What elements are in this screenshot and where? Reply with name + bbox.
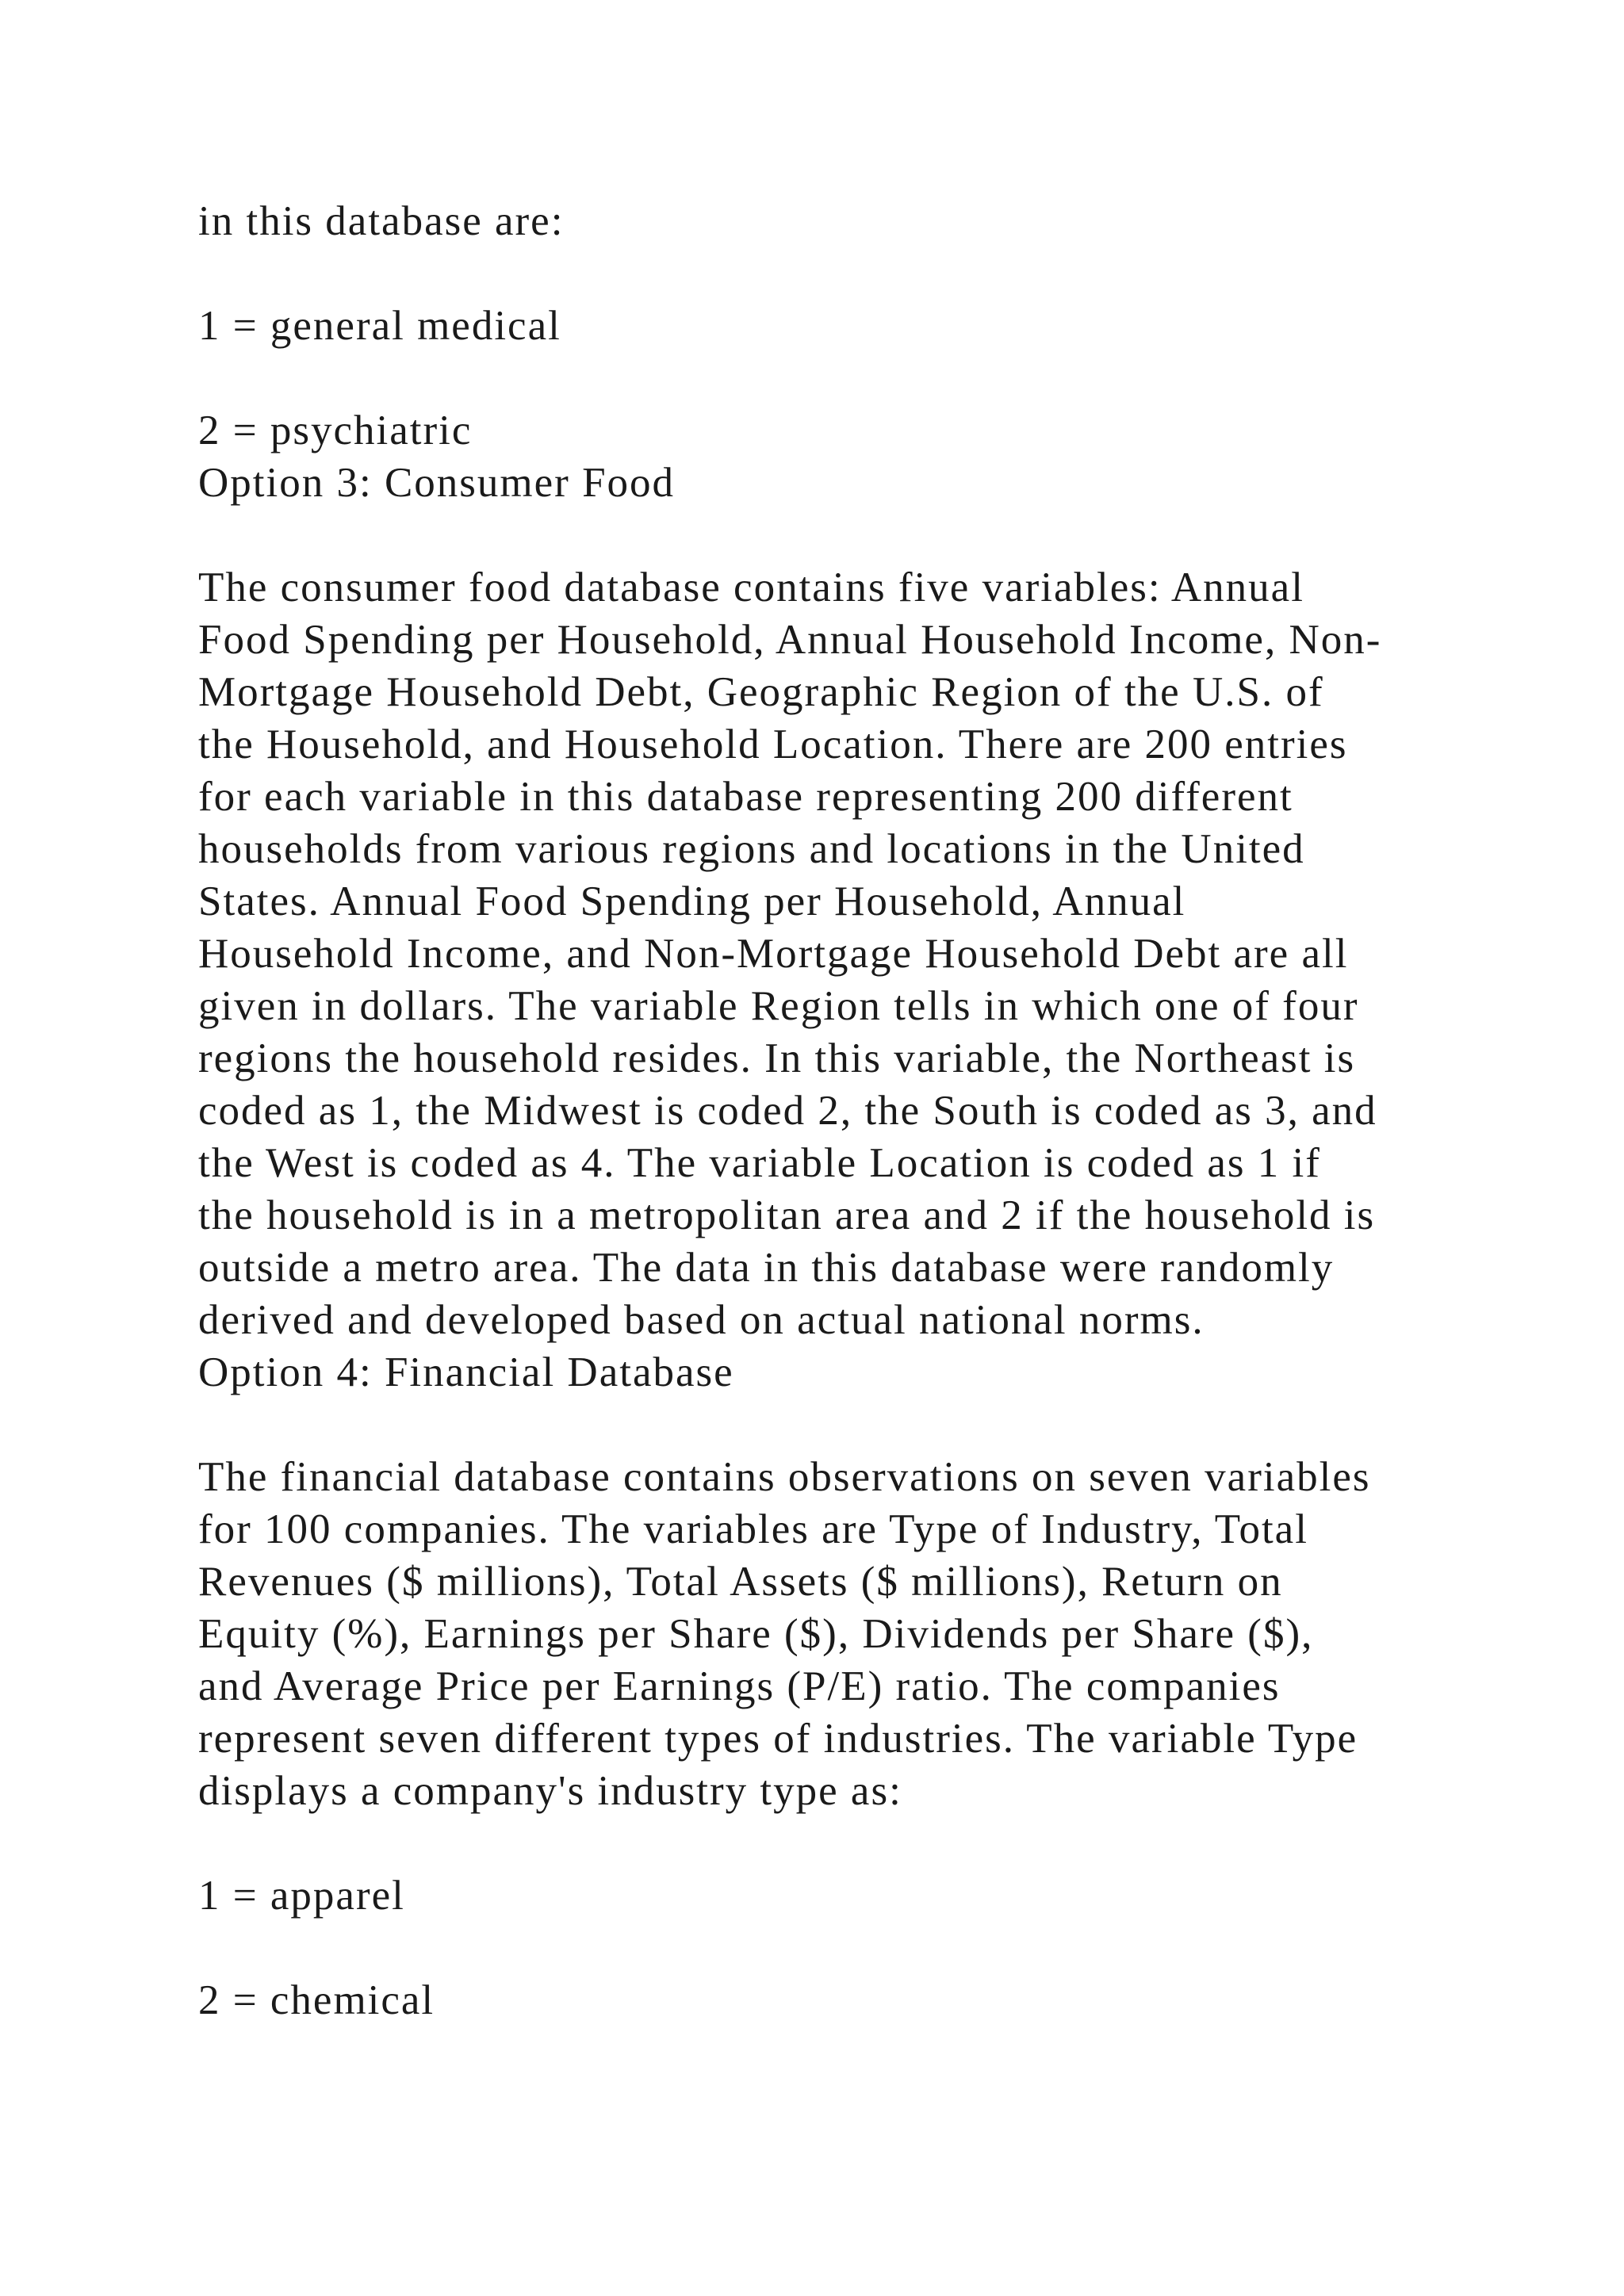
paragraph-line: Food Spending per Household, Annual Household Income, Non-: [198, 617, 1382, 663]
document-page: [198, 195, 1499, 2026]
option4-paragraph: [198, 1451, 1499, 1817]
industry-code-1: 1 = apparel: [198, 1873, 405, 1919]
paragraph-line: derived and developed based on actual national norms.: [198, 1297, 1205, 1343]
paragraph-line: regions the household resides. In this variable, the Northeast is: [198, 1035, 1356, 1081]
blank-line: [198, 1922, 1499, 1974]
option3-heading: Option 3: Consumer Food: [198, 460, 676, 506]
paragraph-line: Household Income, and Non-Mortgage Household Debt are all: [198, 931, 1349, 977]
paragraph-line: outside a metro area. The data in this database were randomly: [198, 1245, 1335, 1291]
paragraph-line: The consumer food database contains five variables: Annual: [198, 564, 1304, 610]
paragraph-line: the West is coded as 4. The variable Location is coded as 1 if: [198, 1140, 1321, 1186]
blank-line: [198, 509, 1499, 561]
paragraph-line: households from various regions and locations in the United: [198, 826, 1305, 872]
intro-line: in this database are:: [198, 198, 565, 244]
paragraph-line: given in dollars. The variable Region tells in which one of four: [198, 983, 1359, 1029]
blank-line: [198, 247, 1499, 300]
paragraph-line: Equity (%), Earnings per Share ($), Dividends per Share ($),: [198, 1611, 1314, 1657]
hospital-code-2: 2 = psychiatric: [198, 408, 473, 453]
paragraph-line: the household is in a metropolitan area and 2 if the household is: [198, 1192, 1376, 1238]
blank-line: [198, 1399, 1499, 1451]
paragraph-line: States. Annual Food Spending per Household, Annual: [198, 878, 1186, 924]
paragraph-line: for each variable in this database representing 200 different: [198, 774, 1293, 820]
paragraph-line: and Average Price per Earnings (P/E) ratio. The companies: [198, 1663, 1281, 1709]
option4-heading: Option 4: Financial Database: [198, 1349, 734, 1395]
paragraph-line: Mortgage Household Debt, Geographic Region of the U.S. of: [198, 669, 1324, 715]
paragraph-line: displays a company's industry type as:: [198, 1768, 902, 1814]
paragraph-line: for 100 companies. The variables are Type of Industry, Total: [198, 1506, 1308, 1552]
blank-line: [198, 352, 1499, 404]
industry-code-2: 2 = chemical: [198, 1977, 435, 2023]
paragraph-line: the Household, and Household Location. There are 200 entries: [198, 721, 1348, 767]
paragraph-line: coded as 1, the Midwest is coded 2, the South is coded as 3, and: [198, 1088, 1377, 1134]
paragraph-line: Revenues ($ millions), Total Assets ($ millions), Return on: [198, 1559, 1283, 1605]
blank-line: [198, 1817, 1499, 1869]
paragraph-line: represent seven different types of industries. The variable Type: [198, 1716, 1358, 1762]
paragraph-line: The financial database contains observations on seven variables: [198, 1454, 1371, 1500]
hospital-code-1: 1 = general medical: [198, 303, 561, 349]
option3-paragraph: [198, 561, 1499, 1346]
